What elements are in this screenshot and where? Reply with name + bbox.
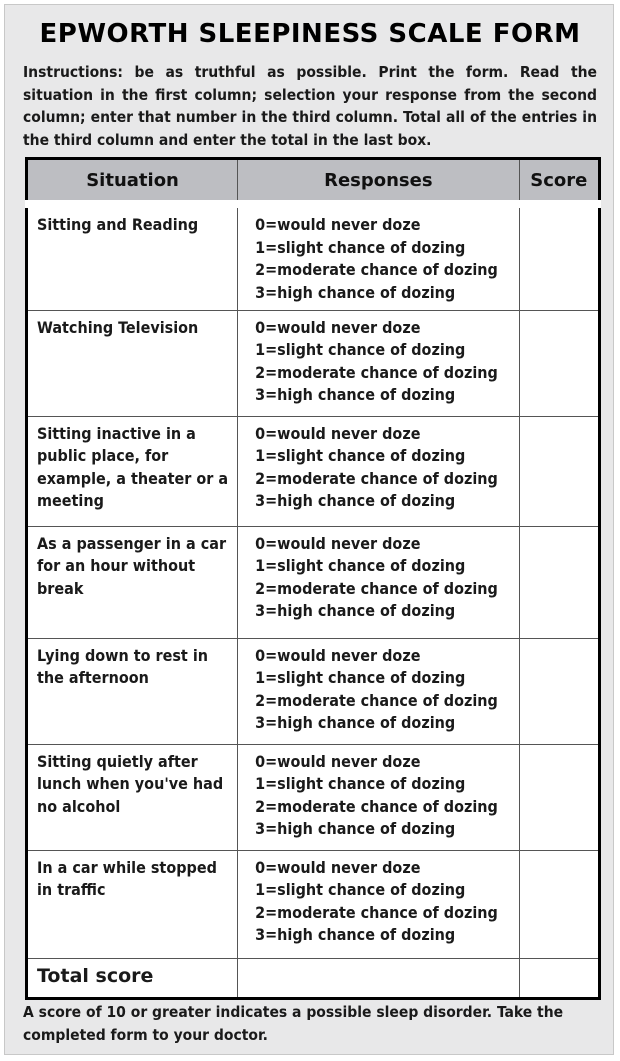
responses-cell <box>238 526 519 638</box>
response-option: 1=slight chance of dozing <box>255 880 466 899</box>
situation-cell: Sitting and Reading <box>27 204 238 310</box>
situation-cell: Sitting quietly after lunch when you've had no alcohol <box>27 744 238 850</box>
response-option: 2=moderate chance of dozing <box>255 796 498 816</box>
response-option: 2=moderate chance of dozing <box>255 362 498 382</box>
response-option: 3=high chance of dozing <box>255 925 456 944</box>
response-option: 0=would never doze <box>255 533 421 553</box>
header-score: Score <box>519 159 599 205</box>
table-row <box>27 416 600 526</box>
score-cell[interactable] <box>519 744 599 850</box>
situation-cell: Lying down to rest in the afternoon <box>27 638 238 744</box>
situation-cell: As a passenger in a car for an hour without break <box>27 526 238 638</box>
response-option: 3=high chance of dozing <box>255 491 456 510</box>
responses-cell <box>238 638 519 744</box>
table-row <box>27 310 600 416</box>
score-cell[interactable] <box>519 526 599 638</box>
response-option: 0=would never doze <box>255 751 421 771</box>
response-option: 1=slight chance of dozing <box>255 446 466 465</box>
responses-cell <box>238 850 519 958</box>
response-option: 2=moderate chance of dozing <box>255 468 498 488</box>
response-option: 3=high chance of dozing <box>255 385 456 404</box>
response-option: 1=slight chance of dozing <box>255 237 466 257</box>
situation-cell: Watching Television <box>27 310 238 416</box>
response-option: 3=high chance of dozing <box>255 282 456 302</box>
response-option: 2=moderate chance of dozing <box>255 578 498 598</box>
score-cell[interactable] <box>519 416 599 526</box>
table-row <box>27 204 600 310</box>
score-cell[interactable] <box>519 638 599 744</box>
score-cell[interactable] <box>519 310 599 416</box>
responses-cell <box>238 204 519 310</box>
total-score-label: Total score <box>27 958 238 998</box>
response-option: 0=would never doze <box>255 857 421 877</box>
response-option: 0=would never doze <box>255 423 421 443</box>
total-row <box>27 958 600 998</box>
response-option: 0=would never doze <box>255 215 421 234</box>
table-row <box>27 526 600 638</box>
response-option: 1=slight chance of dozing <box>255 668 466 687</box>
form-title: EPWORTH SLEEPINESS SCALE FORM <box>39 19 581 49</box>
situation-cell: Sitting inactive in a public place, for example, a theater or a meeting <box>27 416 238 526</box>
footer-note: A score of 10 or greater indicates a possible sleep disorder. Take the completed form to your doctor. <box>23 1003 564 1044</box>
response-option: 0=would never doze <box>255 317 421 337</box>
situation-cell: In a car while stopped in traffic <box>27 850 238 958</box>
table-header-row <box>27 159 600 205</box>
score-cell[interactable] <box>519 204 599 310</box>
table-row <box>27 850 600 958</box>
response-option: 0=would never doze <box>255 645 421 665</box>
responses-cell <box>238 744 519 850</box>
response-option: 3=high chance of dozing <box>255 713 456 732</box>
score-cell[interactable] <box>519 850 599 958</box>
form-page <box>4 4 614 1055</box>
response-option: 2=moderate chance of dozing <box>255 902 498 922</box>
response-option: 2=moderate chance of dozing <box>255 690 498 710</box>
response-option: 1=slight chance of dozing <box>255 556 466 575</box>
responses-cell <box>238 310 519 416</box>
header-responses: Responses <box>238 159 519 205</box>
total-empty-cell <box>238 958 519 998</box>
response-option: 1=slight chance of dozing <box>255 340 466 359</box>
instructions-text: Instructions: be as truthful as possible. Print the form. Read the situation in the first column; selection your response from the second column; enter that number in the third column. Total all of the entries in the third column and enter the total in the last box. <box>23 63 597 149</box>
header-situation: Situation <box>27 159 238 205</box>
responses-cell <box>238 416 519 526</box>
table-row <box>27 638 600 744</box>
response-option: 2=moderate chance of dozing <box>255 260 498 279</box>
sleepiness-table <box>25 157 601 1000</box>
response-option: 1=slight chance of dozing <box>255 774 466 793</box>
table-row <box>27 744 600 850</box>
total-score-cell[interactable] <box>519 958 599 998</box>
response-option: 3=high chance of dozing <box>255 601 456 620</box>
response-option: 3=high chance of dozing <box>255 819 456 838</box>
